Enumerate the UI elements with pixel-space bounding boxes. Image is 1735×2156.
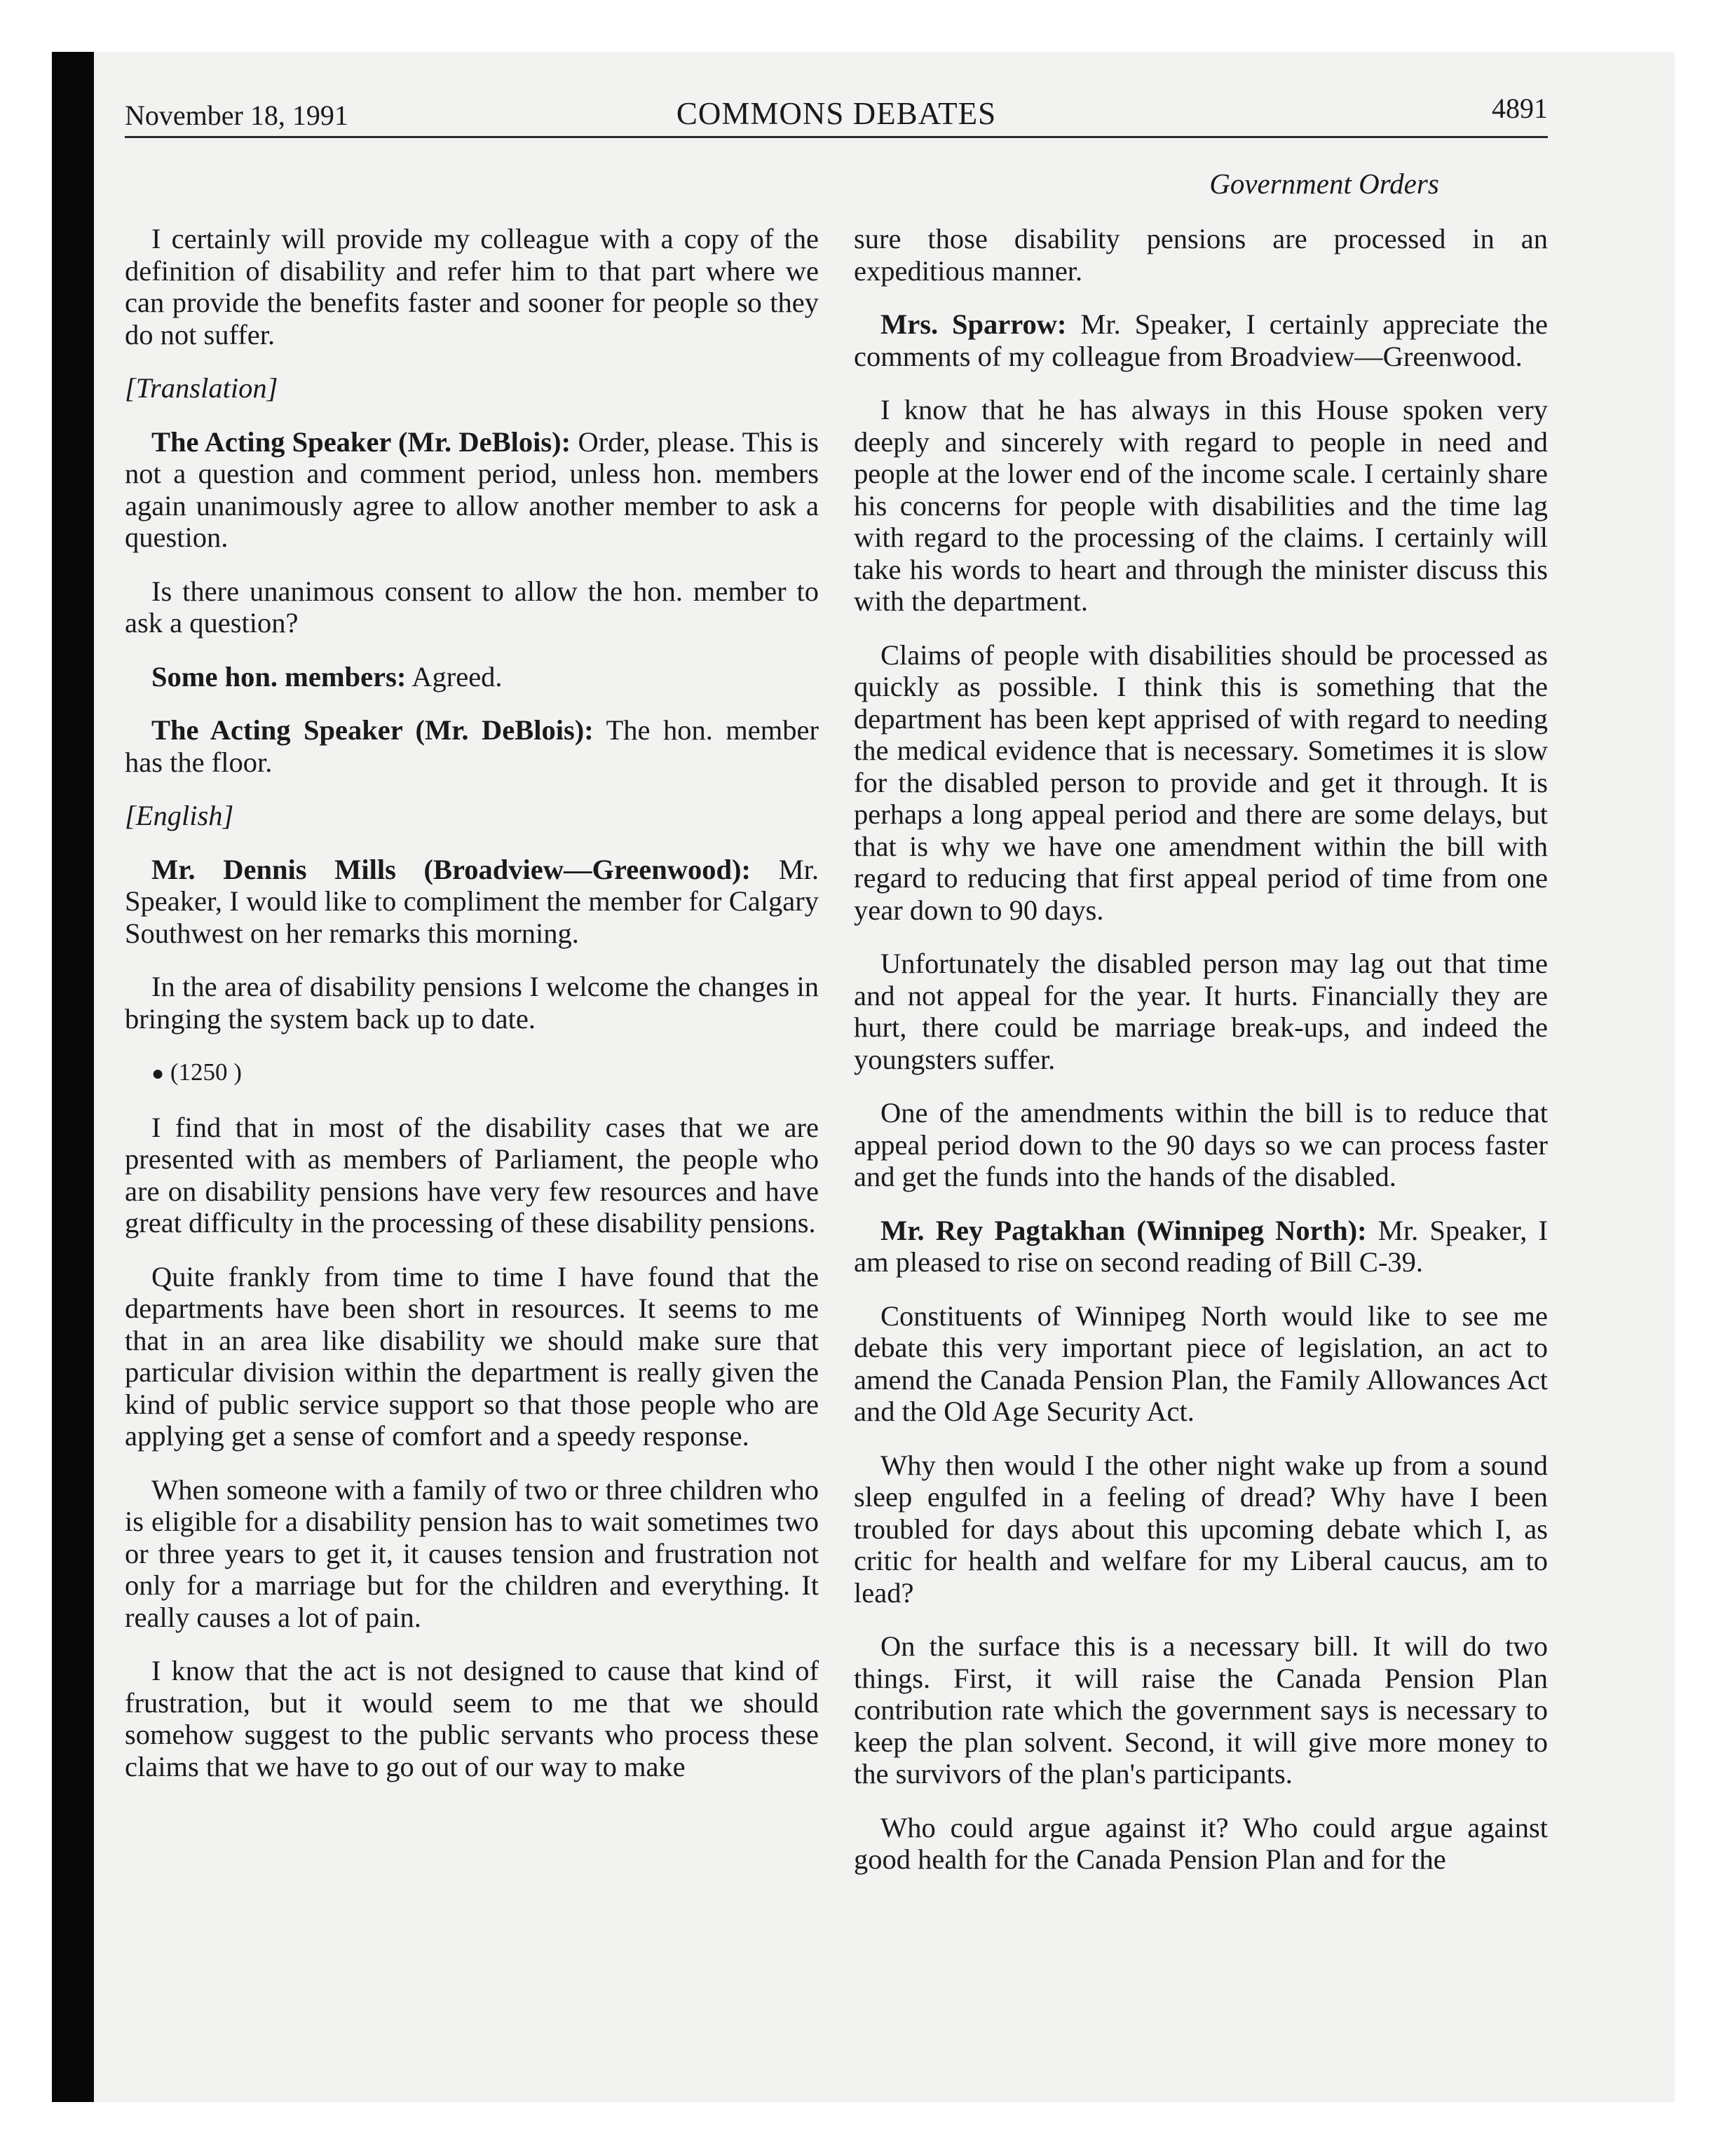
speech-paragraph bbox=[125, 714, 819, 778]
language-marker: [English] bbox=[125, 800, 234, 831]
speech-paragraph bbox=[854, 1215, 1548, 1278]
speech-text: Order, please. This is not a question and comment period, unless hon. members again unanimously agree to allow another member to ask a question. bbox=[125, 425, 819, 553]
speaker-name: Mr. Dennis Mills (Broadview—Greenwood): bbox=[151, 853, 751, 885]
bullet-icon: ● bbox=[151, 1062, 165, 1085]
speech-paragraph bbox=[125, 661, 819, 693]
speaker-name: The Acting Speaker (Mr. DeBlois): bbox=[151, 714, 594, 746]
page-number: 4891 bbox=[1492, 93, 1548, 124]
paragraph: Why then would I the other night wake up from a sound sleep engulfed in a feeling of dread? Why have I been troubled for days about this upcoming debate which I, as critic for health and welfare for my Liberal caucus, am to lead? bbox=[854, 1449, 1548, 1609]
paragraph: I find that in most of the disability cases that we are presented with as members of Parliament, the people who are on disability pensions have very few resources and have great difficulty in the processing of these disability pensions. bbox=[125, 1111, 819, 1239]
paragraph: One of the amendments within the bill is to reduce that appeal period down to the 90 days so we can process faster and get the funds into the hands of the disabled. bbox=[854, 1097, 1548, 1192]
left-column bbox=[125, 223, 819, 1804]
paragraph: Constituents of Winnipeg North would like to see me debate this very important piece of legislation, an act to amend the Canada Pension Plan, the Family Allowances Act and the Old Age Security Act. bbox=[854, 1299, 1548, 1427]
paragraph: In the area of disability pensions I welcome the changes in bringing the system back up to date. bbox=[125, 971, 819, 1035]
header-date: November 18, 1991 bbox=[125, 100, 348, 131]
timestamp-text: (1250 ) bbox=[170, 1058, 242, 1086]
speech-paragraph bbox=[125, 426, 819, 554]
section-label: Government Orders bbox=[1209, 168, 1439, 200]
paragraph: Quite frankly from time to time I have found that the departments have been short in resources. It seems to me that in an area like disability we should make sure that particular division within the department is really given the kind of public service support so that those people who are applying get a sense of comfort and a speedy response. bbox=[125, 1260, 819, 1452]
paragraph: Is there unanimous consent to allow the hon. member to ask a question? bbox=[125, 575, 819, 639]
paragraph: I certainly will provide my colleague with a copy of the definition of disability and refer him to that part where we can provide the benefits faster and sooner for people so they do not suffer. bbox=[125, 223, 819, 350]
paragraph: When someone with a family of two or three children who is eligible for a disability pension has to wait sometimes two or three years to get it, it causes tension and frustration not only for a marriage but for the children and everything. It really causes a lot of pain. bbox=[125, 1473, 819, 1633]
speaker-name: The Acting Speaker (Mr. DeBlois): bbox=[151, 425, 571, 458]
paragraph: sure those disability pensions are processed in an expeditious manner. bbox=[854, 223, 1548, 287]
speaker-name: Mrs. Sparrow: bbox=[880, 308, 1067, 340]
paragraph: On the surface this is a necessary bill. It will do two things. First, it will raise the Canada Pension Plan contribution rate which the government says is necessary to keep the plan solvent. Second, it will give more money to the survivors of the plan's participants. bbox=[854, 1630, 1548, 1789]
paragraph: I know that the act is not designed to cause that kind of frustration, but it would seem to me that we should somehow suggest to the public servants who process these claims that we have to go out of our way to make bbox=[125, 1655, 819, 1782]
language-marker: [Translation] bbox=[125, 372, 278, 404]
speech-text: Agreed. bbox=[406, 660, 503, 692]
paragraph: I know that he has always in this House spoken very deeply and sincerely with regard to people in need and people at the lower end of the income scale. I certainly share his concerns for people with disabilities and the time lag with regard to the processing of the claims. I certainly will take his words to heart and through the minister discuss this with the department. bbox=[854, 394, 1548, 617]
speaker-name: Mr. Rey Pagtakhan (Winnipeg North): bbox=[880, 1214, 1367, 1246]
paragraph: Unfortunately the disabled person may lag out that time and not appeal for the year. It hurts. Financially they are hurt, there could be marriage break-ups, and indeed the youngsters suffer. bbox=[854, 948, 1548, 1075]
right-column bbox=[854, 223, 1548, 1897]
timestamp-marker bbox=[125, 1056, 819, 1090]
speech-text: The hon. member has the floor. bbox=[125, 714, 819, 778]
header-rule bbox=[125, 136, 1548, 138]
paragraph: Claims of people with disabilities should be processed as quickly as possible. I think this is something that the department has been kept apprised of with regard to needing the medical evidence that is necessary. Sometimes it is slow for the disabled person to provide and get it through. It is perhaps a long appeal period and there are some delays, but that is why we have one amendment within the bill with regard to reducing that first appeal period of time from one year down to 90 days. bbox=[854, 639, 1548, 926]
paragraph: Who could argue against it? Who could argue against good health for the Canada Pension Plan and for the bbox=[854, 1811, 1548, 1875]
page-header bbox=[125, 91, 1548, 135]
scan-border bbox=[52, 52, 94, 2102]
speech-text: Mr. Speaker, I am pleased to rise on second reading of Bill C-39. bbox=[854, 1214, 1548, 1278]
header-title: COMMONS DEBATES bbox=[676, 96, 997, 131]
speech-text: Mr. Speaker, I certainly appreciate the comments of my colleague from Broadview—Greenwood. bbox=[854, 308, 1549, 372]
speech-paragraph bbox=[854, 308, 1548, 372]
speech-paragraph bbox=[125, 854, 819, 950]
speech-text: Mr. Speaker, I would like to compliment the member for Calgary Southwest on her remarks this morning. bbox=[125, 853, 819, 949]
speaker-name: Some hon. members: bbox=[151, 660, 407, 692]
